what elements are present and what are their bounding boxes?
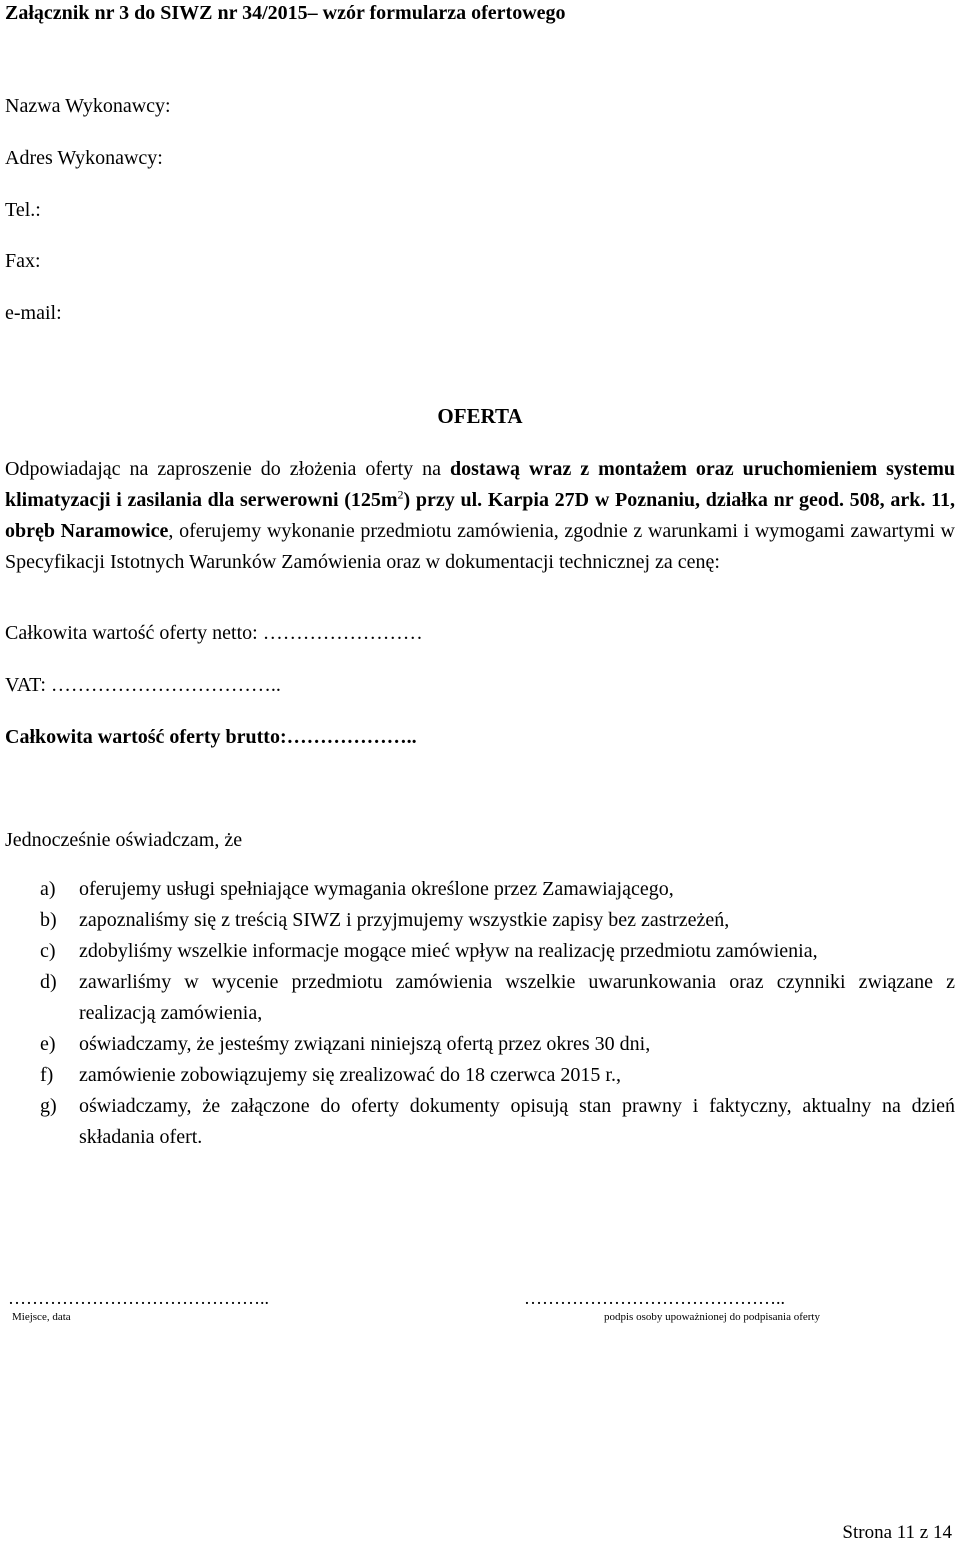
declaration-list	[5, 874, 955, 1153]
vat-label: VAT:	[5, 674, 46, 696]
signature-caption: podpis osoby upoważnionej do podpisania oferty	[604, 1311, 820, 1323]
intro-bold-1: dostawą wraz z montażem oraz uruchomieniem systemu klimatyzacji i zasilania dla serwerowni (125m	[5, 458, 955, 511]
list-item-text: oświadczamy, że załączone do oferty dokumenty opisują stan prawny i faktyczny, aktualny na dzień składania ofert.	[79, 1095, 955, 1148]
list-item-label: b)	[40, 909, 57, 931]
list-item-label: e)	[40, 1033, 56, 1055]
list-item-label: g)	[40, 1095, 57, 1117]
list-item	[5, 905, 955, 936]
declaration-heading: Jednocześnie oświadczam, że	[5, 829, 243, 851]
list-item-text: zapoznaliśmy się z treścią SIWZ i przyjmujemy wszystkie zapisy bez zastrzeżeń,	[79, 909, 730, 931]
list-item	[5, 1060, 955, 1091]
offer-title: OFERTA	[437, 404, 523, 428]
list-item-label: d)	[40, 971, 57, 993]
contractor-address-field: Adres Wykonawcy:	[5, 147, 163, 169]
intro-superscript: 2	[397, 487, 404, 502]
gross-price-dots: ………………..	[286, 726, 417, 748]
vat-dots: ……………………………..	[50, 674, 281, 696]
list-item	[5, 1091, 955, 1153]
intro-bold-2: ) przy ul. Karpia 27D w Poznaniu, działka nr geod. 508, ark. 11, obręb Naramowice	[5, 489, 955, 542]
net-price-label: Całkowita wartość oferty netto:	[5, 622, 258, 644]
list-item-text: oświadczamy, że jesteśmy związani niniejszą ofertą przez okres 30 dni,	[79, 1033, 651, 1055]
gross-price-line	[5, 726, 417, 749]
list-item-text: zawarliśmy w wycenie przedmiotu zamówienia wszelkie uwarunkowania oraz czynniki związane z realizacją zamówienia,	[79, 971, 955, 1024]
intro-paragraph	[5, 454, 955, 578]
list-item-label: c)	[40, 940, 56, 962]
tel-field: Tel.:	[5, 199, 41, 221]
list-item	[5, 967, 955, 1029]
gross-price-label: Całkowita wartość oferty brutto:	[5, 726, 287, 748]
vat-line	[5, 674, 281, 697]
list-item-label: a)	[40, 878, 56, 900]
signature-dots: ……………………………………..	[524, 1288, 785, 1308]
list-item	[5, 1029, 955, 1060]
list-item-label: f)	[40, 1064, 54, 1086]
list-item	[5, 936, 955, 967]
list-item-text: zdobyliśmy wszelkie informacje mogące mieć wpływ na realizację przedmiotu zamówienia,	[79, 940, 818, 962]
intro-text-2: , oferujemy wykonanie przedmiotu zamówienia, zgodnie z warunkami i wymogami zawartymi w Specyfikacji Istotnych Warunków Zamówienia oraz w dokumentacji technicznej za cenę:	[5, 520, 955, 573]
place-date-caption: Miejsce, data	[12, 1311, 71, 1323]
email-field: e-mail:	[5, 302, 62, 324]
page-number: Strona 11 z 14	[842, 1522, 952, 1543]
list-item-text: zamówienie zobowiązujemy się zrealizować do 18 czerwca 2015 r.,	[79, 1064, 621, 1086]
document-header: Załącznik nr 3 do SIWZ nr 34/2015– wzór formularza ofertowego	[5, 2, 566, 24]
list-item	[5, 874, 955, 905]
list-item-text: oferujemy usługi spełniające wymagania określone przez Zamawiającego,	[79, 878, 674, 900]
fax-field: Fax:	[5, 250, 41, 272]
place-date-dots: ……………………………………..	[8, 1288, 269, 1308]
contractor-name-field: Nazwa Wykonawcy:	[5, 95, 171, 117]
net-price-dots: ……………………	[262, 622, 423, 644]
intro-text-1: Odpowiadając na zaproszenie do złożenia oferty na	[5, 458, 450, 480]
net-price-line	[5, 622, 423, 645]
